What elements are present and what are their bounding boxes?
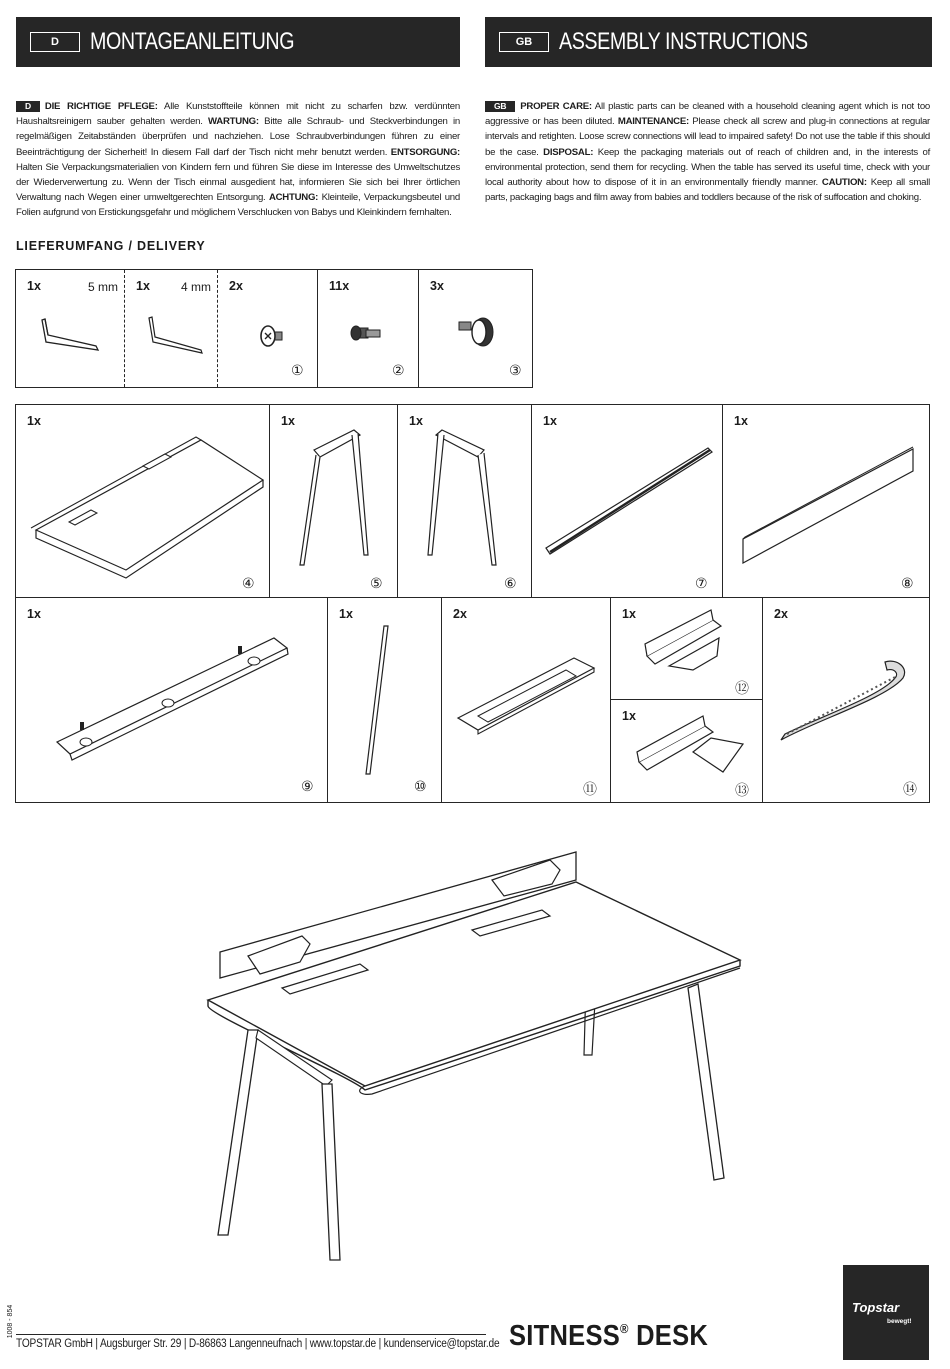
heading-maintenance-de: WARTUNG: <box>208 116 259 128</box>
heading-maintenance-gb: MAINTENANCE: <box>617 116 689 128</box>
part-rod <box>328 598 442 802</box>
part-leg-left <box>270 405 398 598</box>
part-number: ⑥ <box>504 576 517 592</box>
care-text-gb <box>485 99 930 205</box>
header-de <box>16 17 460 67</box>
paragraph-tag-gb: GB <box>485 101 515 112</box>
part-number: ③ <box>509 363 522 379</box>
part-number: ⑦ <box>695 576 708 592</box>
desk-illustration <box>200 840 720 1290</box>
heading-disposal-gb: DISPOSAL: <box>543 146 594 158</box>
topstar-logo <box>843 1265 929 1360</box>
article-number: 1008 - 854 <box>7 1304 15 1339</box>
part-number: ⑬ <box>735 783 749 799</box>
part-cable-tray <box>16 598 328 802</box>
logo-tagline: bewegt! <box>887 1318 912 1325</box>
language-tag-de: D <box>30 32 80 52</box>
product-suffix: DESK <box>628 1320 709 1352</box>
leg-drawing <box>424 425 504 575</box>
logo-brand: Topstar <box>852 1300 900 1315</box>
product-title: SITNESS <box>509 1320 621 1352</box>
heading-care-gb: PROPER CARE: <box>520 101 592 112</box>
quantity: 1x <box>136 279 150 293</box>
rail-drawing <box>542 440 722 560</box>
part-number: ⑧ <box>901 576 914 592</box>
quantity: 1x <box>734 414 748 428</box>
part-number: ② <box>392 363 405 379</box>
heading-caution-de: ACHTUNG: <box>268 192 319 204</box>
quantity: 1x <box>622 709 636 723</box>
quantity: 1x <box>409 414 423 428</box>
care-text-de <box>16 99 460 221</box>
hardware-allen-key-4mm <box>125 270 218 387</box>
footer-address: TOPSTAR GmbH | Augsburger Str. 29 | D-86863 Langenneufnach | www.topstar.de | kundenservice@topstar.de <box>16 1338 500 1350</box>
size-label: 4 mm <box>181 280 211 294</box>
text-care-gb: All plastic parts can be cleaned with a household cleaning agent which is not too aggressive or has been diluted. <box>485 101 930 128</box>
bracket-drawing <box>639 608 749 688</box>
quantity: 1x <box>543 414 557 428</box>
part-number: ⑭ <box>903 782 917 798</box>
screw-icon <box>256 318 296 358</box>
text-disposal-de: Halten Sie Verpackungsmaterialien von Kindern fern und führen Sie diese im Interesse des Umweltschutzes der Wiederverwertung zu. Wenn der Tisch einmal ausgedient hat, informieren Sie sich bei Ihrer örtlichen Verwaltung nach Wegen einer umweltgerechten Entsorgung. <box>16 161 460 204</box>
hardware-screw-2 <box>318 270 419 387</box>
tabletop-drawing <box>31 430 261 590</box>
allen-key-icon <box>36 315 116 365</box>
footer-rule <box>16 1334 486 1335</box>
panel-drawing <box>733 435 923 575</box>
product-name <box>509 1320 708 1353</box>
hardware-allen-key-5mm <box>16 270 125 387</box>
quantity: 11x <box>329 279 350 293</box>
text-caution-de: Kleinteile, Verpackungsbeutel und Folien aufgrund von Erstickungsgefahr und möglichem Verschlucken von Babys und Kleinkindern fernhalten. <box>16 192 460 219</box>
quantity: 1x <box>281 414 295 428</box>
quantity: 1x <box>622 607 636 621</box>
tray-drawing <box>52 630 312 780</box>
text-maintenance-de: Bitte alle Schraub- und Steckverbindungen in regelmäßigen Zeitabständen überprüfen und nachziehen. Lose Schraubverbindungen führen zu einer Beeinträchtigung der Sicherheit! In diesem Fall darf der Tisch nicht mehr benutzt werden. <box>16 116 460 158</box>
heading-care-de: DIE RICHTIGE PFLEGE: <box>44 101 158 112</box>
part-number: ⑪ <box>583 782 597 798</box>
part-number: ⑨ <box>301 779 314 795</box>
rod-drawing <box>364 624 404 784</box>
text-maintenance-gb: Please check all screw and plug-in connections at regular intervals and retighten. Loose screw connections will lead to impaired safety! Do not use the table if this should be the case. <box>485 116 930 158</box>
hardware-box <box>15 269 533 388</box>
hardware-screw-1 <box>218 270 318 387</box>
language-tag-gb: GB <box>499 32 549 52</box>
hardware-thumb-screw <box>419 270 532 387</box>
part-number: ⑩ <box>414 779 427 795</box>
quantity: 1x <box>27 279 41 293</box>
part-number: ① <box>291 363 304 379</box>
heading-caution-gb: CAUTION: <box>821 177 867 189</box>
part-rail <box>532 405 723 598</box>
quantity: 2x <box>774 607 788 621</box>
part-tabletop <box>16 405 270 598</box>
header-title-de: MONTAGEANLEITUNG <box>90 28 295 55</box>
screw-icon <box>350 318 390 358</box>
part-bracket-12 <box>611 598 763 700</box>
part-cable-chain <box>763 598 929 802</box>
text-caution-gb: Keep all small parts, packaging bags and film away from babies and toddlers because of the risk of suffocation and choking. <box>485 177 931 204</box>
allen-key-icon <box>143 315 223 365</box>
header-gb <box>485 17 932 67</box>
quantity: 2x <box>229 279 243 293</box>
leg-drawing <box>294 425 374 575</box>
quantity: 3x <box>430 279 444 293</box>
part-back-panel <box>723 405 929 598</box>
heading-disposal-de: ENTSORGUNG: <box>390 146 460 158</box>
part-number: ⑤ <box>370 576 383 592</box>
quantity: 1x <box>27 414 41 428</box>
text-care-de: Alle Kunststoffteile können mit nicht zu scharfen bzw. verdünnten Haushaltsreinigern sauber gehalten werden. <box>16 101 460 128</box>
quantity: 1x <box>27 607 41 621</box>
text-disposal-gb: Keep the packaging materials out of reach of children and, in the interests of environmental protection, send them for recycling. When the table has served its useful time, check with your local authority about how to dispose of it in an environmentally friendly manner. <box>485 146 930 189</box>
cable-chain-drawing <box>777 648 917 758</box>
part-leg-right <box>398 405 532 598</box>
size-label: 5 mm <box>88 280 118 294</box>
part-number: ④ <box>242 576 255 592</box>
parts-box <box>15 404 930 803</box>
part-cable-grommet <box>442 598 611 802</box>
delivery-title: LIEFERUMFANG / DELIVERY <box>16 239 206 253</box>
registered-mark: ® <box>620 1321 629 1336</box>
quantity: 2x <box>453 607 467 621</box>
quantity: 1x <box>339 607 353 621</box>
part-bracket-13 <box>611 700 763 802</box>
thumb-screw-icon <box>455 312 505 362</box>
grommet-drawing <box>456 650 606 750</box>
part-number: ⑫ <box>735 681 749 697</box>
paragraph-tag-de: D <box>16 101 40 112</box>
header-title-gb: ASSEMBLY INSTRUCTIONS <box>559 28 808 55</box>
